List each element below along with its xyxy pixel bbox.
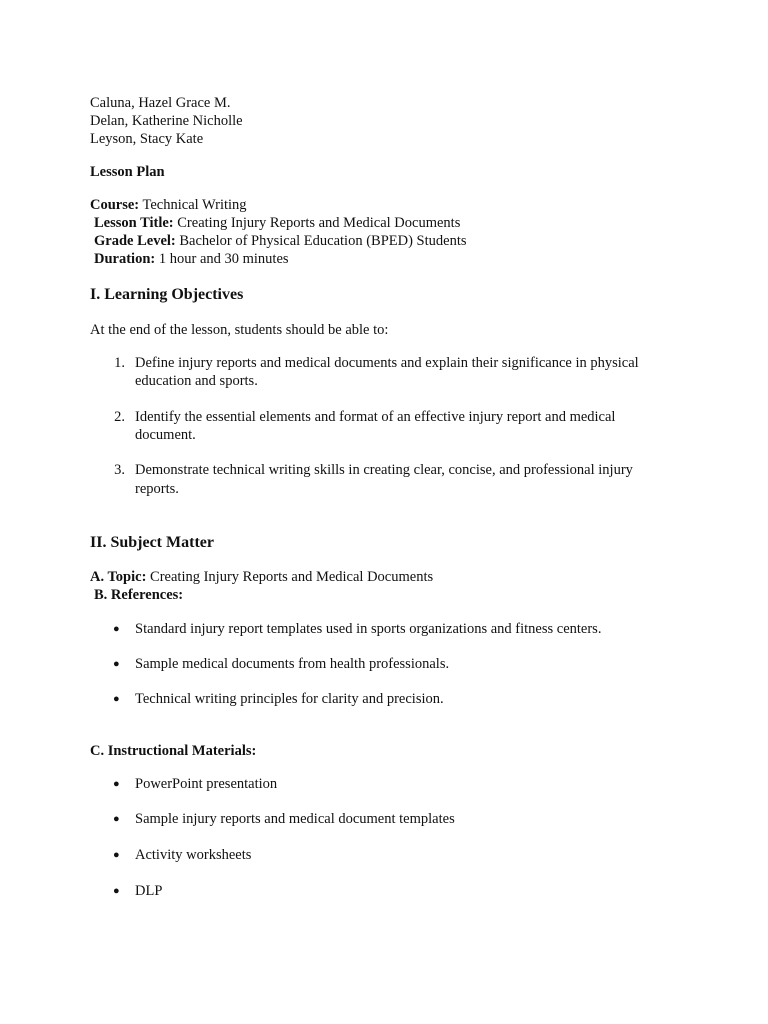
topic-line [90, 568, 433, 586]
lesson-title-value: Creating Injury Reports and Medical Documents [177, 215, 461, 231]
course-value: Technical Writing [142, 197, 247, 213]
objective-text: Define injury reports and medical documents and explain their significance in physical [135, 355, 639, 371]
objective-text: document. [135, 427, 196, 443]
bullet-icon: ● [113, 778, 120, 790]
reference-text: Standard injury report templates used in sports organizations and fitness centers. [135, 621, 602, 637]
bullet-icon: ● [113, 693, 120, 705]
grade-level-value: Bachelor of Physical Education (BPED) Students [179, 233, 467, 249]
material-text: DLP [135, 883, 163, 899]
bullet-icon: ● [113, 849, 120, 861]
course-line [90, 196, 247, 214]
duration-label: Duration: [94, 251, 156, 267]
reference-text: Sample medical documents from health professionals. [135, 656, 450, 672]
author-name: Leyson, Stacy Kate [90, 131, 204, 147]
author-name: Delan, Katherine Nicholle [90, 113, 243, 129]
duration-line [94, 250, 289, 268]
objective-text: Identify the essential elements and format of an effective injury report and medical [135, 409, 616, 425]
duration-value: 1 hour and 30 minutes [158, 251, 289, 267]
materials-label: C. Instructional Materials: [90, 743, 257, 759]
section-heading: II. Subject Matter [90, 534, 214, 551]
list-number: 1. [114, 355, 125, 371]
references-label: B. References: [94, 587, 184, 603]
document-type: Lesson Plan [90, 164, 165, 180]
objective-text: reports. [135, 481, 179, 497]
lesson-title-label: Lesson Title: [94, 215, 174, 231]
bullet-icon: ● [113, 813, 120, 825]
grade-level-line [94, 232, 467, 250]
section-heading: I. Learning Objectives [90, 286, 244, 303]
topic-value: Creating Injury Reports and Medical Documents [150, 569, 434, 585]
objective-text: Demonstrate technical writing skills in creating clear, concise, and professional injury [135, 462, 633, 478]
reference-text: Technical writing principles for clarity and precision. [135, 691, 444, 707]
author-name: Caluna, Hazel Grace M. [90, 95, 231, 111]
topic-label: A. Topic: [90, 569, 147, 585]
course-label: Course: [90, 197, 140, 213]
material-text: Activity worksheets [135, 847, 252, 863]
bullet-icon: ● [113, 658, 120, 670]
bullet-icon: ● [113, 885, 120, 897]
material-text: PowerPoint presentation [135, 776, 278, 792]
list-number: 3. [114, 462, 125, 478]
objective-text: education and sports. [135, 373, 258, 389]
material-text: Sample injury reports and medical document templates [135, 811, 455, 827]
objectives-intro: At the end of the lesson, students should be able to: [90, 322, 389, 338]
list-number: 2. [114, 409, 125, 425]
grade-level-label: Grade Level: [94, 233, 176, 249]
lesson-title-line [94, 214, 460, 232]
bullet-icon: ● [113, 623, 120, 635]
